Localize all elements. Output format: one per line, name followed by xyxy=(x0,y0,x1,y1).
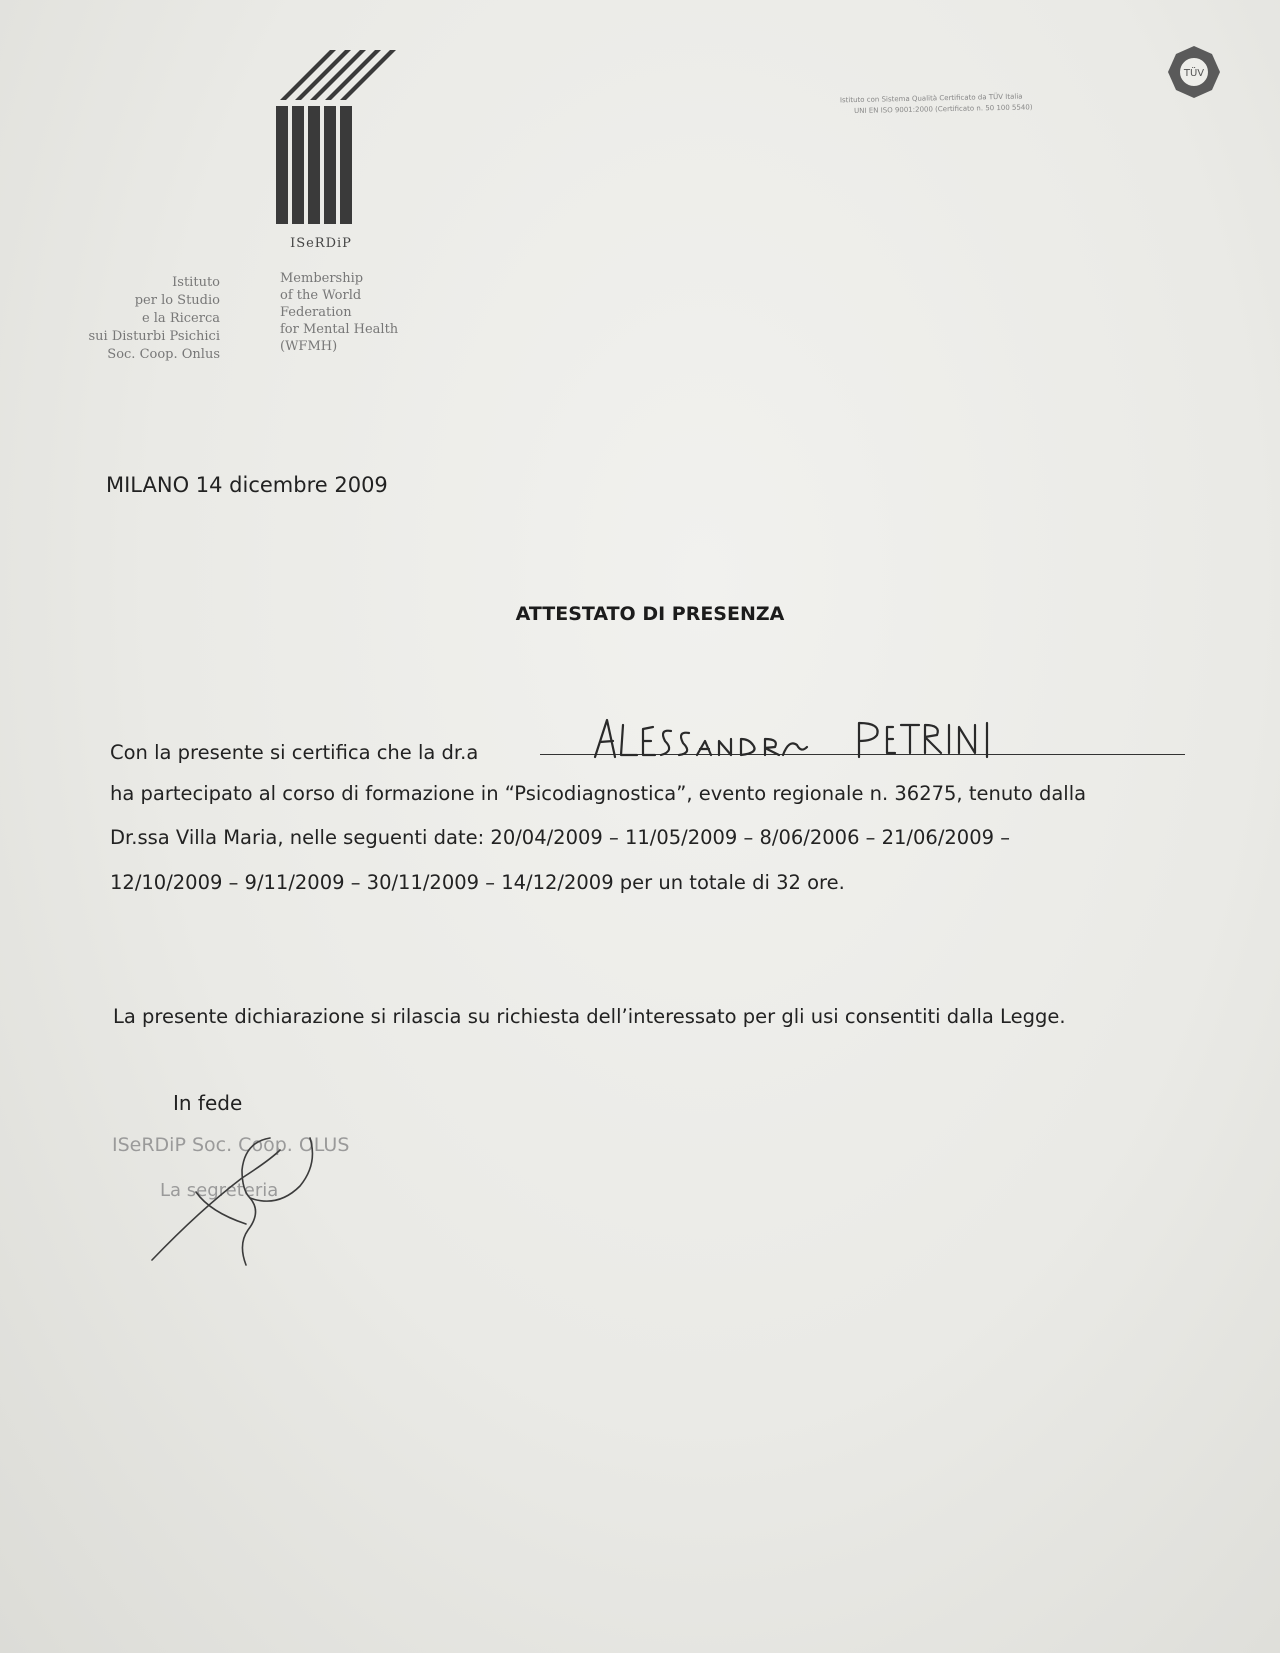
certification-line-2: ha partecipato al corso di formazione in “Psicodiagnostica”, evento regionale n. 36275, tenuto dalla xyxy=(110,782,1087,805)
membership-line: for Mental Health xyxy=(280,322,399,337)
membership-line: of the World xyxy=(280,288,362,303)
certification-line: UNI EN ISO 9001:2000 (Certificato n. 50 100 5540) xyxy=(854,103,1033,116)
certification-text xyxy=(840,89,1160,118)
closing-text: In fede xyxy=(173,1091,243,1115)
certification-line: Istituto con Sistema Qualità Certificato da TÜV Italia xyxy=(839,92,1023,105)
membership-line: Membership xyxy=(280,271,364,286)
certification-line-1: Con la presente si certifica che la dr.a xyxy=(110,741,479,764)
iserdip-logo-icon xyxy=(270,50,400,235)
document-date: MILANO 14 dicembre 2009 xyxy=(106,473,388,497)
signature-mark xyxy=(150,1120,340,1270)
membership-text xyxy=(280,270,460,355)
membership-line: (WFMH) xyxy=(280,339,338,354)
membership-line: Federation xyxy=(280,305,352,320)
tuv-seal-icon xyxy=(1166,44,1222,100)
institute-line: per lo Studio xyxy=(134,293,220,308)
stamp-organization: ISeRDiP Soc. Coop. OLUS xyxy=(112,1134,350,1156)
institute-name xyxy=(8,274,220,364)
declaration-text: La presente dichiarazione si rilascia su richiesta dell’interessato per gli usi consentiti dalla Legge. xyxy=(113,1005,1066,1028)
institute-line: Istituto xyxy=(172,275,220,290)
logo-acronym: ISeRDiP xyxy=(290,236,352,251)
stamp-department: La segreteria xyxy=(160,1180,279,1201)
certification-line-4: 12/10/2009 – 9/11/2009 – 30/11/2009 – 14/12/2009 per un totale di 32 ore. xyxy=(110,871,845,894)
handwritten-recipient-name xyxy=(593,717,1033,761)
document-title: ATTESTATO DI PRESENZA xyxy=(515,603,785,625)
certification-line-3: Dr.ssa Villa Maria, nelle seguenti date: 20/04/2009 – 11/05/2009 – 8/06/2006 – 21/06/2009 – xyxy=(110,826,1010,849)
seal-text: TÜV xyxy=(1183,68,1205,79)
institute-line: sui Disturbi Psichici xyxy=(88,329,220,344)
institute-line: Soc. Coop. Onlus xyxy=(107,347,220,362)
institute-line: e la Ricerca xyxy=(141,311,220,326)
